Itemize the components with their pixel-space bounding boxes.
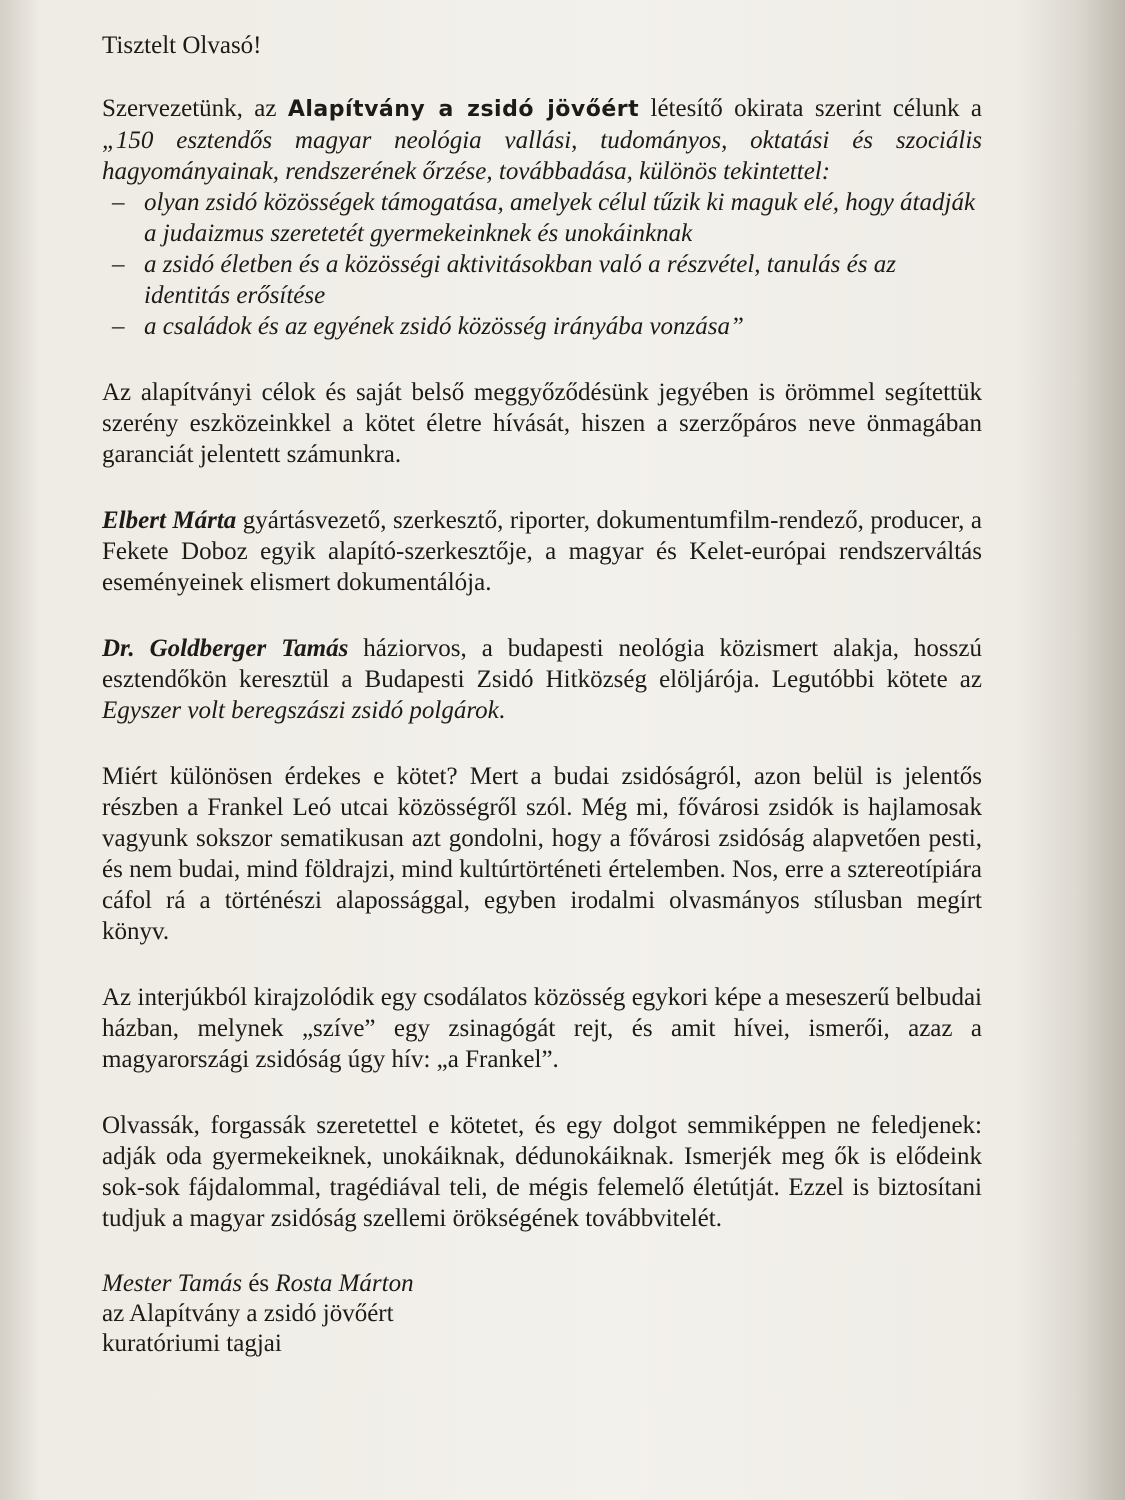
book-title: Egyszer volt beregszászi zsidó polgárok (102, 697, 499, 724)
signature-org: az Alapítvány a zsidó jövőért (102, 1300, 394, 1327)
list-item: – a családok és az egyének zsidó közösség irányába vonzása” (112, 313, 744, 340)
signature-names: Mester Tamás és Rosta Márton (102, 1270, 414, 1297)
page-edge-shadow (1015, 0, 1125, 1500)
paragraph-why-interesting: Miért különösen érdekes e kötet? Mert a budai zsidóságról, azon belül is jelentős részben a Frankel Leó utcai közösségről szól. Még mi, fővárosi zsidók is hajlamosak vagyunk sokszor sematikusan azt gondolni, hogy a fővárosi zsidóság alapvetően pesti, és nem budai, mind földrajzi, mind kultúrtörténeti értelemben. Nos, erre a sztereotípiára cáfol rá a történészi alapossággal, egyben irodalmi olvasmányos stílusban megírt könyv. (102, 763, 982, 945)
list-item: – a zsidó életben és a közösségi aktivitásokban való a részvétel, tanulás és az identitás erősítése (112, 251, 896, 309)
paragraph-support: Az alapítványi célok és saját belső meggyőződésünk jegyében is örömmel segítettük szerény eszközeinkkel a kötet életre hívását, hiszen a szerzőpáros neve önmagában garanciát jelentett számunkra. (102, 379, 982, 468)
paragraph-goldberger: Dr. Goldberger Tamás háziorvos, a budapesti neológia közismert alakja, hosszú esztendőkön keresztül a Budapesti Zsidó Hitközség elöljárója. Legutóbbi kötete az Egyszer volt beregszászi zsidó polgárok. (102, 635, 982, 724)
paragraph-interviews: Az interjúkból kirajzolódik egy csodálatos közösség egykori képe a meseszerű belbudai házban, melynek „szíve” egy zsinagógát rejt, és amit hívei, ismerői, azaz a magyarországi zsidóság úgy hív: „a Frankel”. (102, 984, 982, 1073)
letter-body (102, 30, 982, 1359)
p1-mid: létesítő okirata szerint célunk a (639, 95, 982, 122)
p1-quote: „150 esztendős magyar neológia vallási, tudományos, oktatási és szociális hagyományainak, rendszerének őrzése, továbbadása, különös tekintettel: (102, 127, 982, 185)
p1-lead: Szervezetünk, az (102, 95, 288, 122)
org-name: Alapítvány a zsidó jövőért (287, 97, 640, 122)
signature (102, 1269, 982, 1359)
spine-shadow (0, 0, 40, 1500)
paragraph-foundation-goals (102, 93, 982, 187)
salutation: Tisztelt Olvasó! (102, 32, 262, 59)
list-item: – olyan zsidó közösségek támogatása, amelyek célul tűzik ki maguk elé, hogy átadják a judaizmus szeretetét gyermekeinknek és unokáinknak (112, 189, 976, 247)
author-name-goldberger: Dr. Goldberger Tamás (102, 635, 349, 662)
goals-list (102, 187, 982, 342)
paragraph-elbert: Elbert Márta gyártásvezető, szerkesztő, riporter, dokumentumfilm-rendező, producer, a Fekete Doboz egyik alapító-szerkesztője, a magyar és Kelet-európai rendszerváltás eseményeinek elismert dokumentálója. (102, 507, 982, 596)
author-name-elbert: Elbert Márta (102, 507, 237, 534)
signature-role: kuratóriumi tagjai (102, 1330, 282, 1357)
paragraph-closing: Olvassák, forgassák szeretettel e kötetet, és egy dolgot semmiképpen ne feledjenek: adják oda gyermekeiknek, unokáiknak, dédunokáiknak. Ismerjék meg ők is elődeink sok-sok fájdalommal, tragédiával teli, de mégis felemelő életútját. Ezzel is biztosítani tudjuk a magyar zsidóság szellemi örökségének továbbvitelét. (102, 1112, 982, 1232)
